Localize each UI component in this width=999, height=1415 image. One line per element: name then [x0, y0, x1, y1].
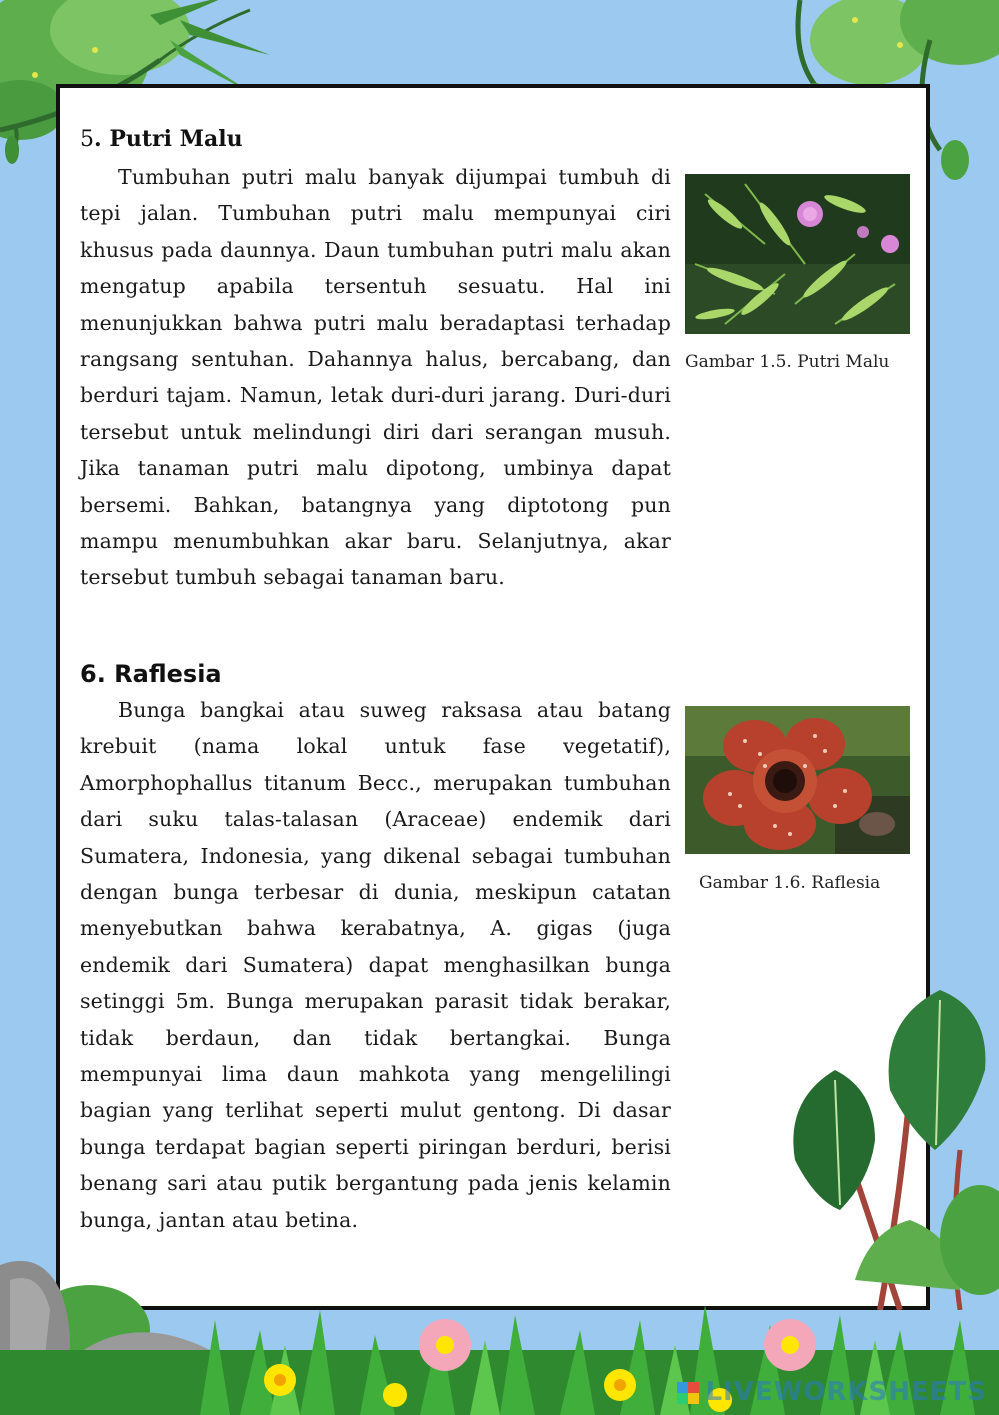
- raflesia-photo: [685, 706, 910, 854]
- section-6-paragraph: Bunga bangkai atau suweg raksasa atau batang krebuit (nama lokal untuk fase vegetatif), Amorphophallus titanum Becc., merupakan tumbuhan dari suku talas-talasan (Araceae) endemik dari Sumatera, Indonesia, yang dikenal sebagai tumbuhan dengan bunga terbesar di dunia, meskipun catatan menyebutkan bahwa kerabatnya, A. gigas (juga endemik dari Sumatera) dapat menghasilkan bunga setinggi 5m. Bunga merupakan parasit tidak berakar, tidak berdaun, dan tidak bertangkai. Bunga mempunyai lima daun mahkota yang mengelilingi bagian yang terlihat seperti mulut gentong. Di dasar bunga terdapat bagian seperti piringan berduri, berisi benang sari atau putik bergantung pada jenis kelamin bunga, jantan atau betina.: [80, 698, 671, 1232]
- section-5-title: . Putri Malu: [94, 126, 243, 152]
- liveworksheets-logo-icon: [677, 1382, 699, 1404]
- section-5-number: 5: [80, 127, 94, 152]
- liveworksheets-watermark: [677, 1377, 987, 1407]
- section-6-heading: 6. Raflesia: [80, 660, 222, 688]
- section-5-paragraph: Tumbuhan putri malu banyak dijumpai tumbuh di tepi jalan. Tumbuhan putri malu mempunyai ciri khusus pada daunnya. Daun tumbuhan putri malu akan mengatup apabila tersentuh sesuatu. Hal ini menunjukkan bahwa putri malu beradaptasi terhadap rangsang sentuhan. Dahannya halus, bercabang, dan berduri tajam. Namun, letak duri-duri jarang. Duri-duri tersebut untuk melindungi diri dari serangan musuh. Jika tanaman putri malu dipotong, umbinya dapat bersemi. Bahkan, batangnya yang diptotong pun mampu menumbuhkan akar baru. Selanjutnya, akar tersebut tumbuh sebagai tanaman baru.: [80, 165, 671, 590]
- putri-malu-caption: Gambar 1.5. Putri Malu: [685, 352, 890, 372]
- bottom-right-leaves: [760, 980, 999, 1310]
- section-5-heading: [80, 126, 243, 152]
- raflesia-caption: Gambar 1.6. Raflesia: [699, 873, 881, 893]
- watermark-text: LIVEWORKSHEETS: [705, 1377, 987, 1407]
- putri-malu-photo: [685, 174, 910, 334]
